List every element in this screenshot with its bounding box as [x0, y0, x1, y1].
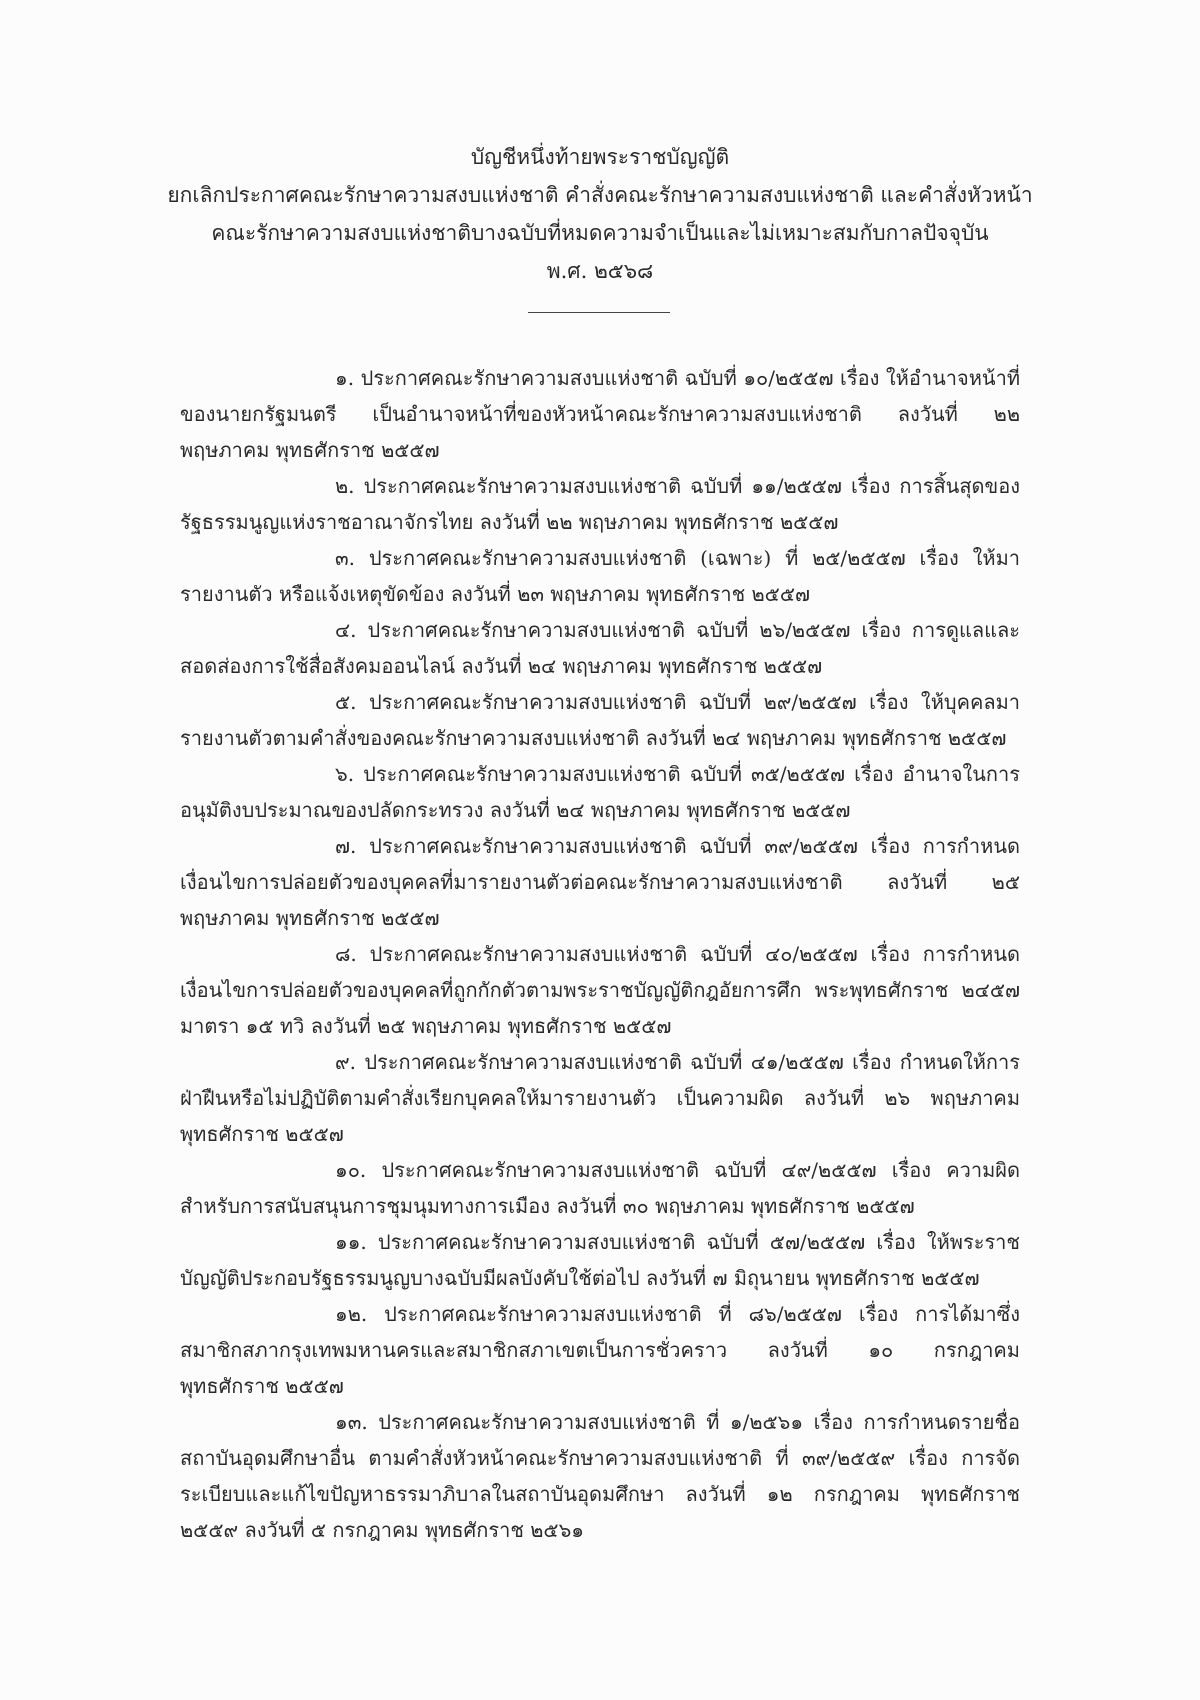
list-item: ๒. ประกาศคณะรักษาความสงบแห่งชาติ ฉบับที่ ๑๑/๒๕๕๗ เรื่อง การสิ้นสุดของรัฐธรรมนูญแห่งราชอาณาจักรไทย ลงวันที่ ๒๒ พฤษภาคม พุทธศักราช ๒๕๕๗ — [180, 474, 1020, 534]
list-item: ๑๑. ประกาศคณะรักษาความสงบแห่งชาติ ฉบับที่ ๕๗/๒๕๕๗ เรื่อง ให้พระราชบัญญัติประกอบรัฐธรรมนูญบางฉบับมีผลบังคับใช้ต่อไป ลงวันที่ ๗ มิถุนายน พุทธศักราช ๒๕๕๗ — [180, 1230, 1020, 1290]
list-item: ๔. ประกาศคณะรักษาความสงบแห่งชาติ ฉบับที่ ๒๖/๒๕๕๗ เรื่อง การดูแลและสอดส่องการใช้สื่อสังคมออนไลน์ ลงวันที่ ๒๔ พฤษภาคม พุทธศักราช ๒๕๕๗ — [180, 618, 1020, 678]
list-item: ๓. ประกาศคณะรักษาความสงบแห่งชาติ (เฉพาะ) ที่ ๒๕/๒๕๕๗ เรื่อง ให้มารายงานตัว หรือแจ้งเหตุขัดข้อง ลงวันที่ ๒๓ พฤษภาคม พุทธศักราช ๒๕๕๗ — [180, 546, 1020, 606]
list-item: ๖. ประกาศคณะรักษาความสงบแห่งชาติ ฉบับที่ ๓๕/๒๕๕๗ เรื่อง อำนาจในการอนุมัติงบประมาณของปลัดกระทรวง ลงวันที่ ๒๔ พฤษภาคม พุทธศักราช ๒๕๕๗ — [180, 762, 1020, 822]
list-item: ๑๒. ประกาศคณะรักษาความสงบแห่งชาติ ที่ ๘๖/๒๕๕๗ เรื่อง การได้มาซึ่งสมาชิกสภากรุงเทพมหานครและสมาชิกสภาเขตเป็นการชั่วคราว ลงวันที่ ๑๐ กรกฎาคม พุทธศักราช ๒๕๕๗ — [180, 1302, 1020, 1398]
document-year: พ.ศ. ๒๕๖๘ — [546, 259, 654, 283]
list-item: ๑๓. ประกาศคณะรักษาความสงบแห่งชาติ ที่ ๑/๒๕๖๑ เรื่อง การกำหนดรายชื่อสถาบันอุดมศึกษาอื่น ตามคำสั่งหัวหน้าคณะรักษาความสงบแห่งชาติ ที่ ๓๙/๒๕๕๙ เรื่อง การจัดระเบียบและแก้ไขปัญหาธรรมาภิบาลในสถาบันอุดมศึกษา ลงวันที่ ๑๒ กรกฎาคม พุทธศักราช ๒๕๕๙ ลงวันที่ ๕ กรกฎาคม พุทธศักราช ๒๕๖๑ — [180, 1410, 1020, 1542]
document-title: บัญชีหนึ่งท้ายพระราชบัญญัติ — [470, 145, 730, 169]
list-item: ๕. ประกาศคณะรักษาความสงบแห่งชาติ ฉบับที่ ๒๙/๒๕๕๗ เรื่อง ให้บุคคลมารายงานตัวตามคำสั่งของคณะรักษาความสงบแห่งชาติ ลงวันที่ ๒๔ พฤษภาคม พุทธศักราช ๒๕๕๗ — [180, 690, 1020, 750]
header-divider — [528, 312, 670, 313]
document-subtitle-line-1: ยกเลิกประกาศคณะรักษาความสงบแห่งชาติ คำสั่งคณะรักษาความสงบแห่งชาติ และคำสั่งหัวหน้า — [167, 183, 1033, 207]
list-item: ๗. ประกาศคณะรักษาความสงบแห่งชาติ ฉบับที่ ๓๙/๒๕๕๗ เรื่อง การกำหนดเงื่อนไขการปล่อยตัวของบุคคลที่มารายงานตัวต่อคณะรักษาความสงบแห่งชาติ ลงวันที่ ๒๕ พฤษภาคม พุทธศักราช ๒๕๕๗ — [180, 834, 1020, 930]
document-header — [120, 138, 1080, 290]
list-item: ๑๐. ประกาศคณะรักษาความสงบแห่งชาติ ฉบับที่ ๔๙/๒๕๕๗ เรื่อง ความผิดสำหรับการสนับสนุนการชุมนุมทางการเมือง ลงวันที่ ๓๐ พฤษภาคม พุทธศักราช ๒๕๕๗ — [180, 1158, 1020, 1218]
list-item: ๙. ประกาศคณะรักษาความสงบแห่งชาติ ฉบับที่ ๔๑/๒๕๕๗ เรื่อง กำหนดให้การฝ่าฝืนหรือไม่ปฏิบัติตามคำสั่งเรียกบุคคลให้มารายงานตัว เป็นความผิด ลงวันที่ ๒๖ พฤษภาคม พุทธศักราช ๒๕๕๗ — [180, 1050, 1020, 1146]
document-body — [180, 360, 1020, 1548]
document-subtitle-line-2: คณะรักษาความสงบแห่งชาติบางฉบับที่หมดความจำเป็นและไม่เหมาะสมกับกาลปัจจุบัน — [211, 221, 989, 245]
list-item: ๘. ประกาศคณะรักษาความสงบแห่งชาติ ฉบับที่ ๔๐/๒๕๕๗ เรื่อง การกำหนดเงื่อนไขการปล่อยตัวของบุคคลที่ถูกกักตัวตามพระราชบัญญัติกฎอัยการศึก พระพุทธศักราช ๒๔๕๗ มาตรา ๑๕ ทวิ ลงวันที่ ๒๕ พฤษภาคม พุทธศักราช ๒๕๕๗ — [180, 942, 1020, 1038]
list-item: ๑. ประกาศคณะรักษาความสงบแห่งชาติ ฉบับที่ ๑๐/๒๕๕๗ เรื่อง ให้อำนาจหน้าที่ของนายกรัฐมนตรี เป็นอำนาจหน้าที่ของหัวหน้าคณะรักษาความสงบแห่งชาติ ลงวันที่ ๒๒ พฤษภาคม พุทธศักราช ๒๕๕๗ — [180, 366, 1020, 462]
